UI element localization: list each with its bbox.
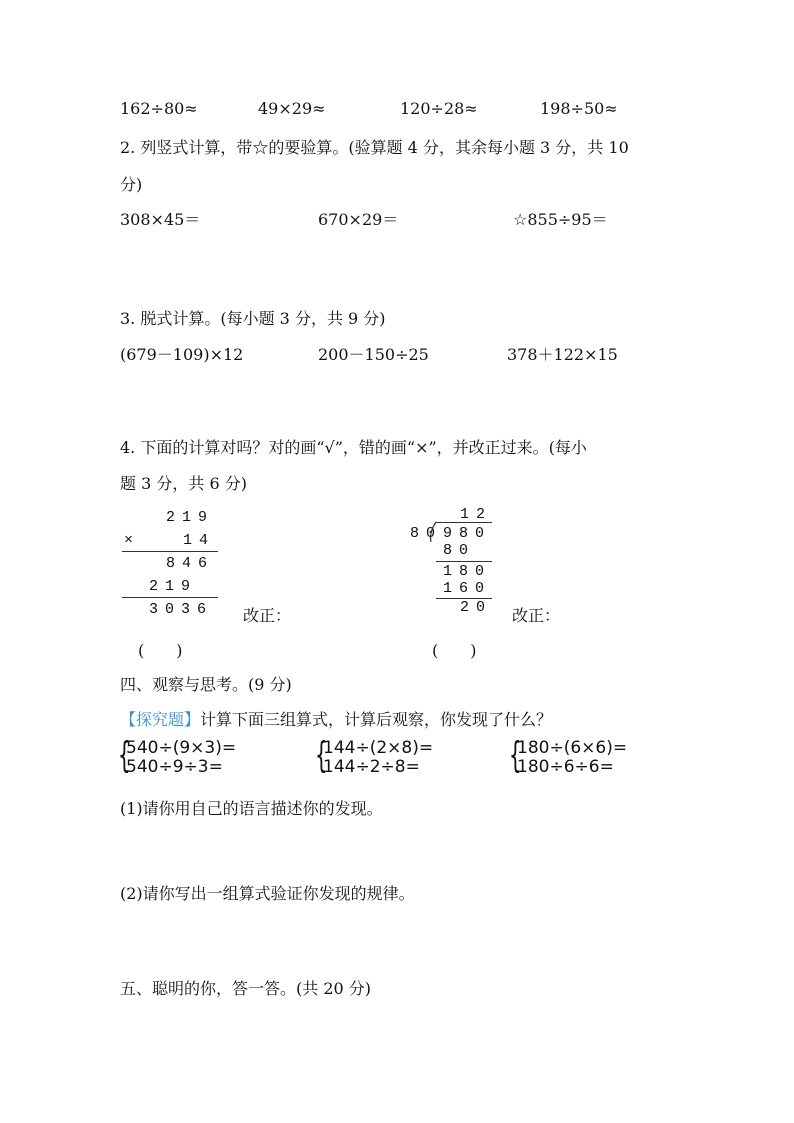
div-step: 80: [443, 542, 476, 559]
q3-item: 200－150÷25: [318, 345, 429, 364]
explore-question: [120, 707, 552, 730]
q3-title: 3. 脱式计算。(每小题 3 分，共 9 分): [120, 309, 386, 328]
correction-label: 改正：: [512, 606, 561, 625]
mult-row: 14: [183, 532, 216, 549]
expression: 540÷9÷3=: [126, 757, 223, 777]
expression: 180÷(6×6)=: [517, 738, 628, 758]
correction-label: 改正：: [243, 606, 292, 625]
brace-icon: {: [509, 735, 522, 776]
q3-item: (679－109)×12: [120, 345, 244, 364]
q4-title-cont: 题 3 分，共 6 分): [120, 474, 247, 493]
q2-title: 2. 列竖式计算，带☆的要验算。(验算题 4 分，其余每小题 3 分，共 10: [120, 138, 629, 157]
expression: 144÷(2×8)=: [323, 738, 434, 758]
q2-item: ☆855÷95＝: [513, 210, 608, 229]
mult-row: 219: [166, 509, 215, 526]
estimate-item: 198÷50≈: [540, 99, 618, 118]
div-bar: [436, 522, 492, 523]
q2-title-cont: 分): [120, 175, 143, 194]
q4-title: 4. 下面的计算对吗？对的画“√”，错的画“×”，并改正过来。(每小: [120, 438, 587, 457]
q3-item: 378＋122×15: [507, 345, 618, 364]
explore-tag: 【探究题】: [120, 710, 201, 729]
mult-rule: [122, 551, 218, 552]
div-quotient: 12: [460, 506, 493, 523]
div-dividend: 980: [443, 525, 492, 542]
sub-question-2: (2)请你写出一组算式验证你发现的规律。: [120, 884, 415, 903]
section-5-title: 五、聪明的你，答一答。(共 20 分): [120, 979, 372, 998]
div-remainder: 20: [460, 599, 493, 616]
estimate-item: 49×29≈: [258, 99, 326, 118]
estimate-item: 120÷28≈: [400, 99, 478, 118]
estimate-item: 162÷80≈: [120, 99, 198, 118]
div-step: 180: [443, 563, 492, 580]
mult-operator: ×: [124, 532, 141, 549]
answer-parentheses[interactable]: ( ): [432, 641, 477, 660]
expression: 540÷(9×3)=: [126, 738, 237, 758]
section-4-title: 四、观察与思考。(9 分): [120, 675, 292, 694]
brace-icon: {: [315, 735, 328, 776]
div-step: 160: [443, 580, 492, 597]
division-bracket: [428, 521, 438, 543]
q2-item: 308×45＝: [120, 210, 201, 229]
mult-row: 3036: [149, 601, 214, 618]
div-divisor: 80: [410, 525, 443, 542]
div-rule: [436, 561, 492, 562]
sub-question-1: (1)请你用自己的语言描述你的发现。: [120, 799, 383, 818]
q2-item: 670×29＝: [318, 210, 399, 229]
expression: 180÷6÷6=: [517, 757, 614, 777]
brace-icon: {: [118, 735, 131, 776]
mult-row: 219: [149, 578, 198, 595]
expression: 144÷2÷8=: [323, 757, 420, 777]
mult-rule: [122, 597, 218, 598]
mult-row: 846: [166, 555, 215, 572]
answer-parentheses[interactable]: ( ): [138, 641, 183, 660]
explore-intro: 计算下面三组算式，计算后观察，你发现了什么？: [200, 710, 553, 729]
